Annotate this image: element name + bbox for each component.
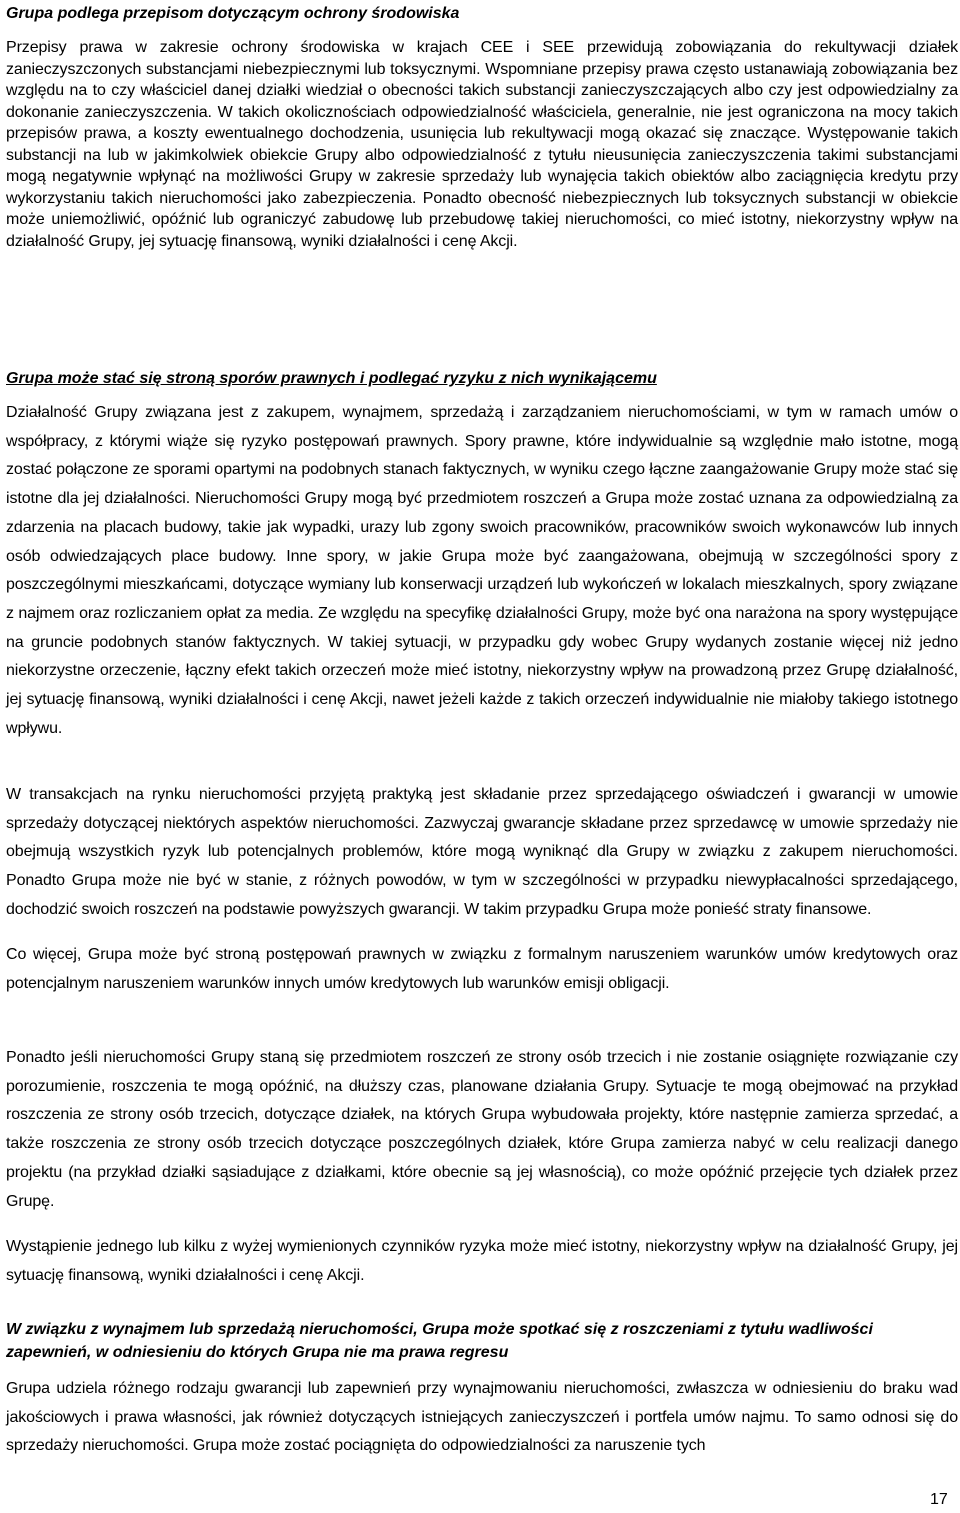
- page-number: 17: [930, 1491, 948, 1508]
- section-heading-warranties: W związku z wynajmem lub sprzedażą nieruchomości, Grupa może spotkać się z roszczeniami z tytułu wadliwości zapewnień, w odniesieniu do których Grupa nie ma prawa regresu: [6, 1321, 873, 1361]
- paragraph-legal-disputes-4: Ponadto jeśli nieruchomości Grupy staną się przedmiotem roszczeń ze strony osób trzecich i nie zostanie osiągnięte rozwiązanie czy porozumienie, roszczenia te mogą opóźnić, na dłuższy czas, planowane działania Grupy. Sytuacje te mogą obejmować na przykład roszczenia ze strony osób trzecich, dotyczące działek, na których Grupa wybudowała projekty, które następnie zamierza sprzedać, a także roszczenia ze strony osób trzecich dotyczące poszczególnych działek, które Grupa zamierza nabyć w celu realizacji danego projektu (na przykład działki sąsiadujące z działkami, które obecnie są jej własnością), co może opóźnić przejęcie tych działek przez Grupę.: [6, 1049, 958, 1210]
- paragraph-legal-disputes-3: Co więcej, Grupa może być stroną postępowań prawnych w związku z formalnym naruszeniem warunków umów kredytowych oraz potencjalnym naruszeniem warunków innych umów kredytowych lub warunków emisji obligacji.: [6, 946, 958, 992]
- section-heading-environment: Grupa podlega przepisom dotyczącym ochrony środowiska: [6, 5, 460, 22]
- paragraph-warranties: Grupa udziela różnego rodzaju gwarancji lub zapewnień przy wynajmowaniu nieruchomości, zwłaszcza w odniesieniu do braku wad jakościowych i prawa własności, jak również dotyczących istniejących zanieczyszczeń i portfela umów najmu. To samo odnosi się do sprzedaży nieruchomości. Grupa może zostać pociągnięta do odpowiedzialności za naruszenie tych: [6, 1380, 958, 1455]
- section-heading-legal-disputes: Grupa może stać się stroną sporów prawnych i podlegać ryzyku z nich wynikającemu: [6, 370, 657, 387]
- paragraph-legal-disputes-1: Działalność Grupy związana jest z zakupem, wynajmem, sprzedażą i zarządzaniem nieruchomościami, w tym w ramach umów o współpracy, z którymi wiąże się ryzyko postępowań prawnych. Spory prawne, które indywidualnie są względnie mało istotne, mogą zostać połączone ze sporami opartymi na podobnych stanach faktycznych, w wyniku czego łączne zaangażowanie Grupy może stać się istotne dla jej działalności. Nieruchomości Grupy mogą być przedmiotem roszczeń a Grupa może zostać uznana za odpowiedzialną za zdarzenia na placach budowy, takie jak wypadki, urazy lub zgony swoich pracowników, pracowników swoich wykonawców lub innych osób odwiedzających place budowy. Inne spory, w jakie Grupa może być zaangażowana, obejmują w szczególności spory z poszczególnymi mieszkańcami, dotyczące wymiany lub konserwacji urządzeń lub wykończeń w lokalach mieszkalnych, spory związane z najmem oraz rozliczaniem opłat za media. Ze względu na specyfikę działalności Grupy, może być ona narażona na spory występujące na gruncie podobnych stanów faktycznych. W takiej sytuacji, w przypadku gdy wobec Grupy wydanych zostanie więcej niż jedno niekorzystne orzeczenie, łączny efekt takich orzeczeń może mieć istotny, niekorzystny wpływ na prowadzoną przez Grupę działalność, jej sytuację finansową, wyniki działalności i cenę Akcji, nawet jeżeli każde z takich orzeczeń indywidualnie nie miałoby takiego istotnego wpływu.: [6, 404, 958, 737]
- paragraph-environment: Przepisy prawa w zakresie ochrony środowiska w krajach CEE i SEE przewidują zobowiązania do rekultywacji działek zanieczyszczonych substancjami niebezpiecznymi lub toksycznymi. Wspomniane przepisy prawa często ustanawiają zobowiązania bez względu na to czy właściciel danej działki wiedział o obecności takich substancji zanieczyszczających albo czy jest odpowiedzialny za dokonanie zanieczyszczenia. W takich okolicznościach odpowiedzialność właściciela, generalnie, nie jest ograniczona na mocy takich przepisów prawa, a koszty ewentualnego dochodzenia, usunięcia lub rekultywacji mogą okazać się znaczące. Występowanie takich substancji na lub w jakimkolwiek obiekcie Grupy albo odpowiedzialność z tytułu nieusunięcia zanieczyszczenia takimi substancjami mogą negatywnie wpłynąć na możliwości Grupy w zakresie sprzedaży lub wynajęcia takich obiektów albo zaciągnięcia kredytu przy wykorzystaniu takich nieruchomości jako zabezpieczenia. Ponadto obecność niebezpiecznych lub toksycznych substancji w obiekcie może uniemożliwić, opóźnić lub ograniczyć zabudowę lub przebudowę takiej nieruchomości, co mieć istotny, niekorzystny wpływ na działalność Grupy, jej sytuację finansową, wyniki działalności i cenę Akcji.: [6, 39, 958, 250]
- paragraph-legal-disputes-2: W transakcjach na rynku nieruchomości przyjętą praktyką jest składanie przez sprzedającego oświadczeń i gwarancji w umowie sprzedaży dotyczącej niektórych aspektów nieruchomości. Zazwyczaj gwarancje składane przez sprzedawcę w umowie sprzedaży nie obejmują wszystkich ryzyk lub potencjalnych problemów, które mogą wyniknąć dla Grupy w związku z zakupem nieruchomości. Ponadto Grupa może nie być w stanie, z różnych powodów, w tym w szczególności w przypadku niewypłacalności sprzedającego, dochodzić swoich roszczeń na podstawie powyższych gwarancji. W takim przypadku Grupa może ponieść straty finansowe.: [6, 786, 958, 918]
- paragraph-legal-disputes-5: Wystąpienie jednego lub kilku z wyżej wymienionych czynników ryzyka może mieć istotny, niekorzystny wpływ na działalność Grupy, jej sytuację finansową, wyniki działalności i cenę Akcji.: [6, 1238, 958, 1284]
